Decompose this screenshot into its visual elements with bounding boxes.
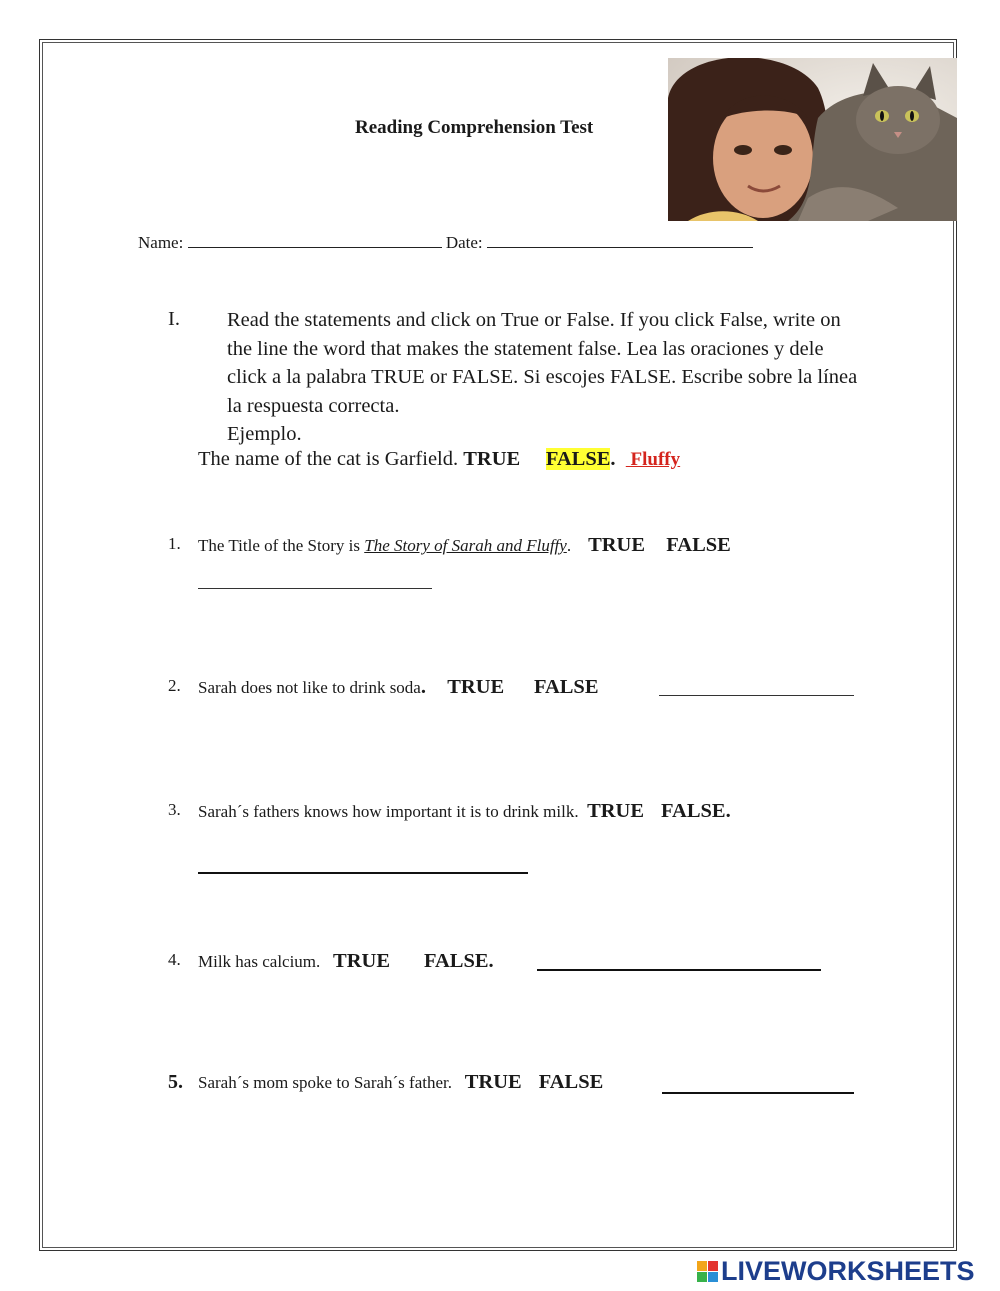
answer-line-3[interactable]	[198, 872, 528, 874]
true-option[interactable]: TRUE	[447, 676, 505, 698]
page-title: Reading Comprehension Test	[355, 117, 594, 138]
question-text-part: .	[420, 676, 426, 698]
question-number: 5.	[168, 1071, 183, 1093]
question-text	[198, 800, 731, 823]
question-text-part: Milk has calcium.	[198, 952, 321, 971]
question-number: 2.	[168, 676, 181, 695]
example-label: Ejemplo.	[227, 423, 302, 445]
question-text	[198, 950, 494, 973]
question-text	[198, 534, 731, 557]
example-false-option[interactable]: FALSE	[545, 448, 611, 470]
false-option[interactable]: FALSE	[533, 676, 599, 698]
true-option[interactable]: TRUE	[464, 1071, 522, 1093]
instructions-block	[227, 306, 867, 449]
true-option[interactable]: TRUE	[588, 534, 646, 556]
example-row	[198, 448, 680, 471]
question-number: 4.	[168, 950, 181, 969]
story-title: The Story of Sarah and Fluffy	[364, 536, 567, 555]
answer-line-2[interactable]	[659, 680, 854, 696]
answer-line-4[interactable]	[537, 954, 821, 971]
instructions-text: Read the statements and click on True or False. If you click False, write on the line the word that makes the statement false. Lea las oraciones y dele click a la palabra TRUE or FALSE. Si escojes FALSE. Escribe sobre la línea la respuesta correcta.	[227, 309, 858, 417]
question-number: 3.	[168, 800, 181, 819]
date-label: Date:	[445, 233, 483, 252]
question-text-part: Sarah´s fathers knows how important it is to drink milk.	[198, 802, 579, 821]
date-input-line[interactable]	[487, 232, 753, 248]
question-number: 1.	[168, 534, 181, 553]
question-text-part: .	[566, 536, 572, 555]
name-input-line[interactable]	[188, 232, 442, 248]
true-option[interactable]: TRUE	[333, 950, 390, 972]
question-text	[198, 676, 599, 699]
question-text-part: Sarah does not like to drink soda	[198, 678, 421, 697]
false-option[interactable]: FALSE.	[424, 950, 494, 972]
answer-line-5[interactable]	[662, 1077, 854, 1094]
question-text	[198, 1071, 603, 1094]
photo-illustration	[668, 58, 957, 221]
example-true-option[interactable]: TRUE	[463, 448, 521, 470]
logo-blocks-icon	[697, 1261, 718, 1282]
question-text-part: The Title of the Story is	[198, 536, 365, 555]
girl-with-cat-photo	[668, 58, 957, 221]
false-option[interactable]: FALSE.	[661, 800, 731, 822]
example-answer: Fluffy	[630, 449, 681, 470]
answer-line-1[interactable]	[198, 588, 432, 589]
example-dot: .	[610, 448, 616, 470]
example-sentence: The name of the cat is Garfield.	[198, 448, 459, 470]
liveworksheets-logo	[697, 1256, 975, 1286]
false-option[interactable]: FALSE	[666, 534, 731, 556]
logo-text: LIVEWORKSHEETS	[721, 1255, 975, 1286]
false-option[interactable]: FALSE	[538, 1071, 604, 1093]
true-option[interactable]: TRUE	[587, 800, 645, 822]
instructions-number: I.	[168, 308, 180, 330]
question-text-part: Sarah´s mom spoke to Sarah´s father.	[198, 1073, 452, 1092]
student-info-row	[138, 232, 753, 253]
name-label: Name:	[138, 233, 184, 252]
